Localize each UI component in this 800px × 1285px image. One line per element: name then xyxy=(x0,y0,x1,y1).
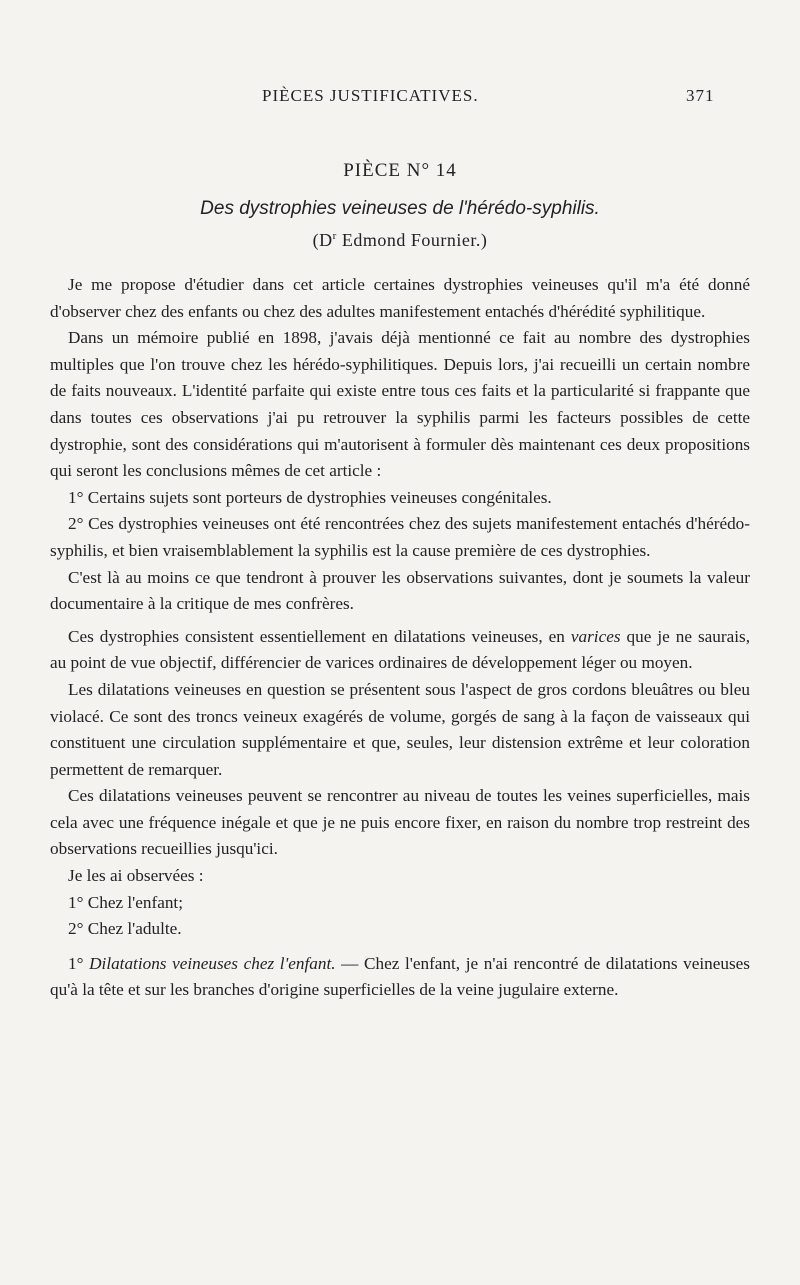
paragraph-aspect: Les dilatations veineuses en question se présentent sous l'aspect de gros cordons bleuâtres ou bleu violacé. Ce sont des troncs veineux exagérés de volume, gorgés de sang à la façon de vaisseaux qui constituent une circulation supplémentaire et que, seules, leur distension extrême et leur coloration permettent de remarquer. xyxy=(50,679,750,779)
paragraph-dilatations xyxy=(50,624,750,677)
piece-title: PIÈCE N° 14 xyxy=(343,160,457,181)
article-title: Des dystrophies veineuses de l'hérédo-syphilis. xyxy=(200,198,600,219)
text-run: — Chez l'enfant, je n'ai rencontré de dilatations veineuses qu'à la tête et sur les branches d'origine superficielles de la veine jugulaire externe. xyxy=(50,953,750,1000)
paragraph-observees: Je les ai observées : xyxy=(68,866,204,886)
page-number: 371 xyxy=(686,86,715,105)
section-number: 1° xyxy=(68,953,90,973)
paragraph-memoire: Dans un mémoire publié en 1898, j'avais déjà mentionné ce fait au nombre des dystrophies multiples que l'on trouve chez les hérédo-syphilitiques. Depuis lors, j'ai recueilli un certain nombre de faits nouveaux. L'identité parfaite qui existe entre tous ces faits et la particularité si frappante que dans toutes ces observations j'ai pu retrouver la syphilis parmi les facteurs possibles de cette dystrophie, sont des considérations qui m'autorisent à formuler dès maintenant ces deux propositions qui seront les conclusions mêmes de cet article : xyxy=(50,328,750,481)
text-run: que je ne saurais, au point de vue objectif, différencier de varices ordinaires de développement léger ou moyen. xyxy=(50,626,750,673)
list-item-adulte: 2° Chez l'adulte. xyxy=(68,919,182,939)
running-title: PIÈCES JUSTIFICATIVES. xyxy=(262,86,479,105)
author-line xyxy=(0,230,800,251)
section-heading: Dilatations veineuses chez l'enfant. xyxy=(89,953,336,973)
paragraph-proposition-2: 2° Ces dystrophies veineuses ont été rencontrées chez des sujets manifestement entachés d'hérédo-syphilis, et bien vraisemblablement la syphilis est la cause première de ces dystrophies. xyxy=(50,514,750,560)
paragraph-proposition-1: 1° Certains sujets sont porteurs de dystrophies veineuses congénitales. xyxy=(68,487,552,507)
text-run: Ces dystrophies consistent essentiellement en dilatations veineuses, en xyxy=(68,626,571,646)
author-title-sup: r xyxy=(332,230,337,242)
author-name: Edmond Fournier.) xyxy=(336,230,488,250)
author-prefix: (D xyxy=(312,230,333,250)
italic-term: varices xyxy=(570,626,621,646)
paragraph-frequence: Ces dilatations veineuses peuvent se rencontrer au niveau de toutes les veines superficielles, mais cela avec une fréquence inégale et que je ne puis encore fixer, en raison du nombre trop restreint des observations recueillies jusqu'ici. xyxy=(50,786,750,859)
article-body xyxy=(50,272,750,1004)
paragraph-intro: Je me propose d'étudier dans cet article certaines dystrophies veineuses qu'il m'a été donné d'observer chez des enfants ou chez des adultes manifestement entachés d'hérédité syphilitique. xyxy=(50,275,750,321)
paragraph-section-enfant xyxy=(50,951,750,1004)
list-item-enfant: 1° Chez l'enfant; xyxy=(68,892,183,912)
paragraph-observations: C'est là au moins ce que tendront à prouver les observations suivantes, dont je soumets la valeur documentaire à la critique de mes confrères. xyxy=(50,567,750,614)
